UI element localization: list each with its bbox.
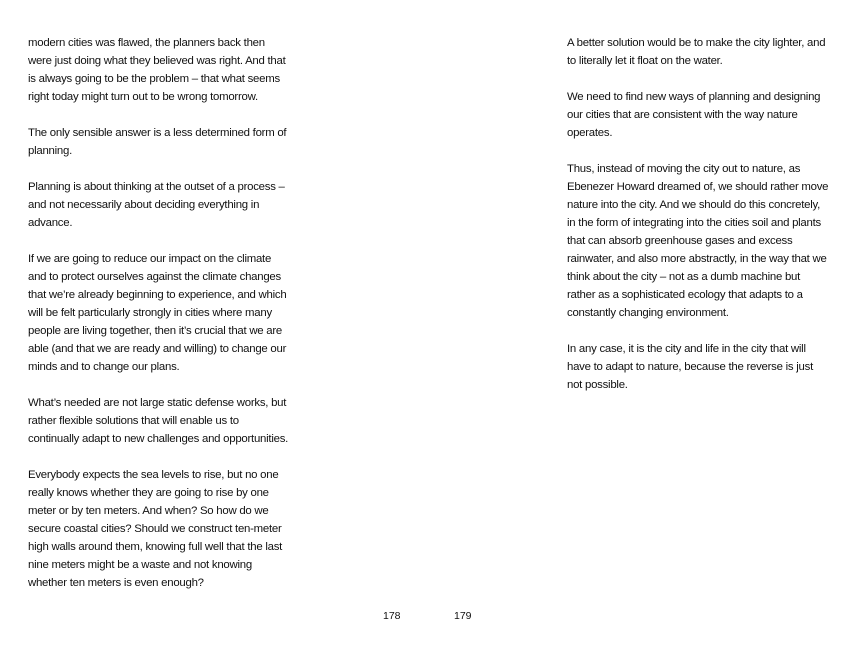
right-page-text — [567, 34, 829, 412]
paragraph: The only sensible answer is a less determined form of planning. — [28, 127, 287, 157]
paragraph: A better solution would be to make the city lighter, and to literally let it float on the water. — [567, 37, 826, 67]
paragraph: Planning is about thinking at the outset of a process – and not necessarily about deciding everything in advance. — [28, 181, 285, 229]
right-page — [425, 0, 850, 652]
paragraph: We need to find new ways of planning and designing our cities that are consistent with the way nature operates. — [567, 91, 821, 139]
left-page-text — [28, 34, 290, 610]
paragraph: In any case, it is the city and life in the city that will have to adapt to nature, because the reverse is just not possible. — [567, 343, 813, 391]
paragraph: If we are going to reduce our impact on the climate and to protect ourselves against the climate changes that we’re already beginning to experience, and which will be felt particularly strongly in cities where many people are living together, then it’s crucial that we are able (and that we are ready and willing) to change our minds and to change our plans. — [28, 253, 287, 373]
paragraph: Thus, instead of moving the city out to nature, as Ebenezer Howard dreamed of, we should rather move nature into the city. And we should do this concretely, in the form of integrating into the cities soil and plants that can absorb greenhouse gases and excess rainwater, and also more abstractly, in the way that we think about the city – not as a dumb machine but rather as a sophisticated ecology that adapts to a constantly changing environment. — [567, 163, 829, 319]
paragraph: What’s needed are not large static defense works, but rather flexible solutions that will enable us to continually adapt to new challenges and opportunities. — [28, 397, 289, 445]
page-number-left: 178 — [383, 610, 401, 622]
page-number-right: 179 — [454, 610, 472, 622]
paragraph: modern cities was flawed, the planners back then were just doing what they believed was right. And that is always going to be the problem – that what seems right today might turn out to be wrong tomorrow. — [28, 37, 286, 103]
paragraph: Everybody expects the sea levels to rise, but no one really knows whether they are going to rise by one meter or by ten meters. And when? So how do we secure coastal cities? Should we construct ten-meter high walls around them, knowing full well that the last nine meters might be a waste and not knowing whether ten meters is even enough? — [28, 469, 283, 589]
